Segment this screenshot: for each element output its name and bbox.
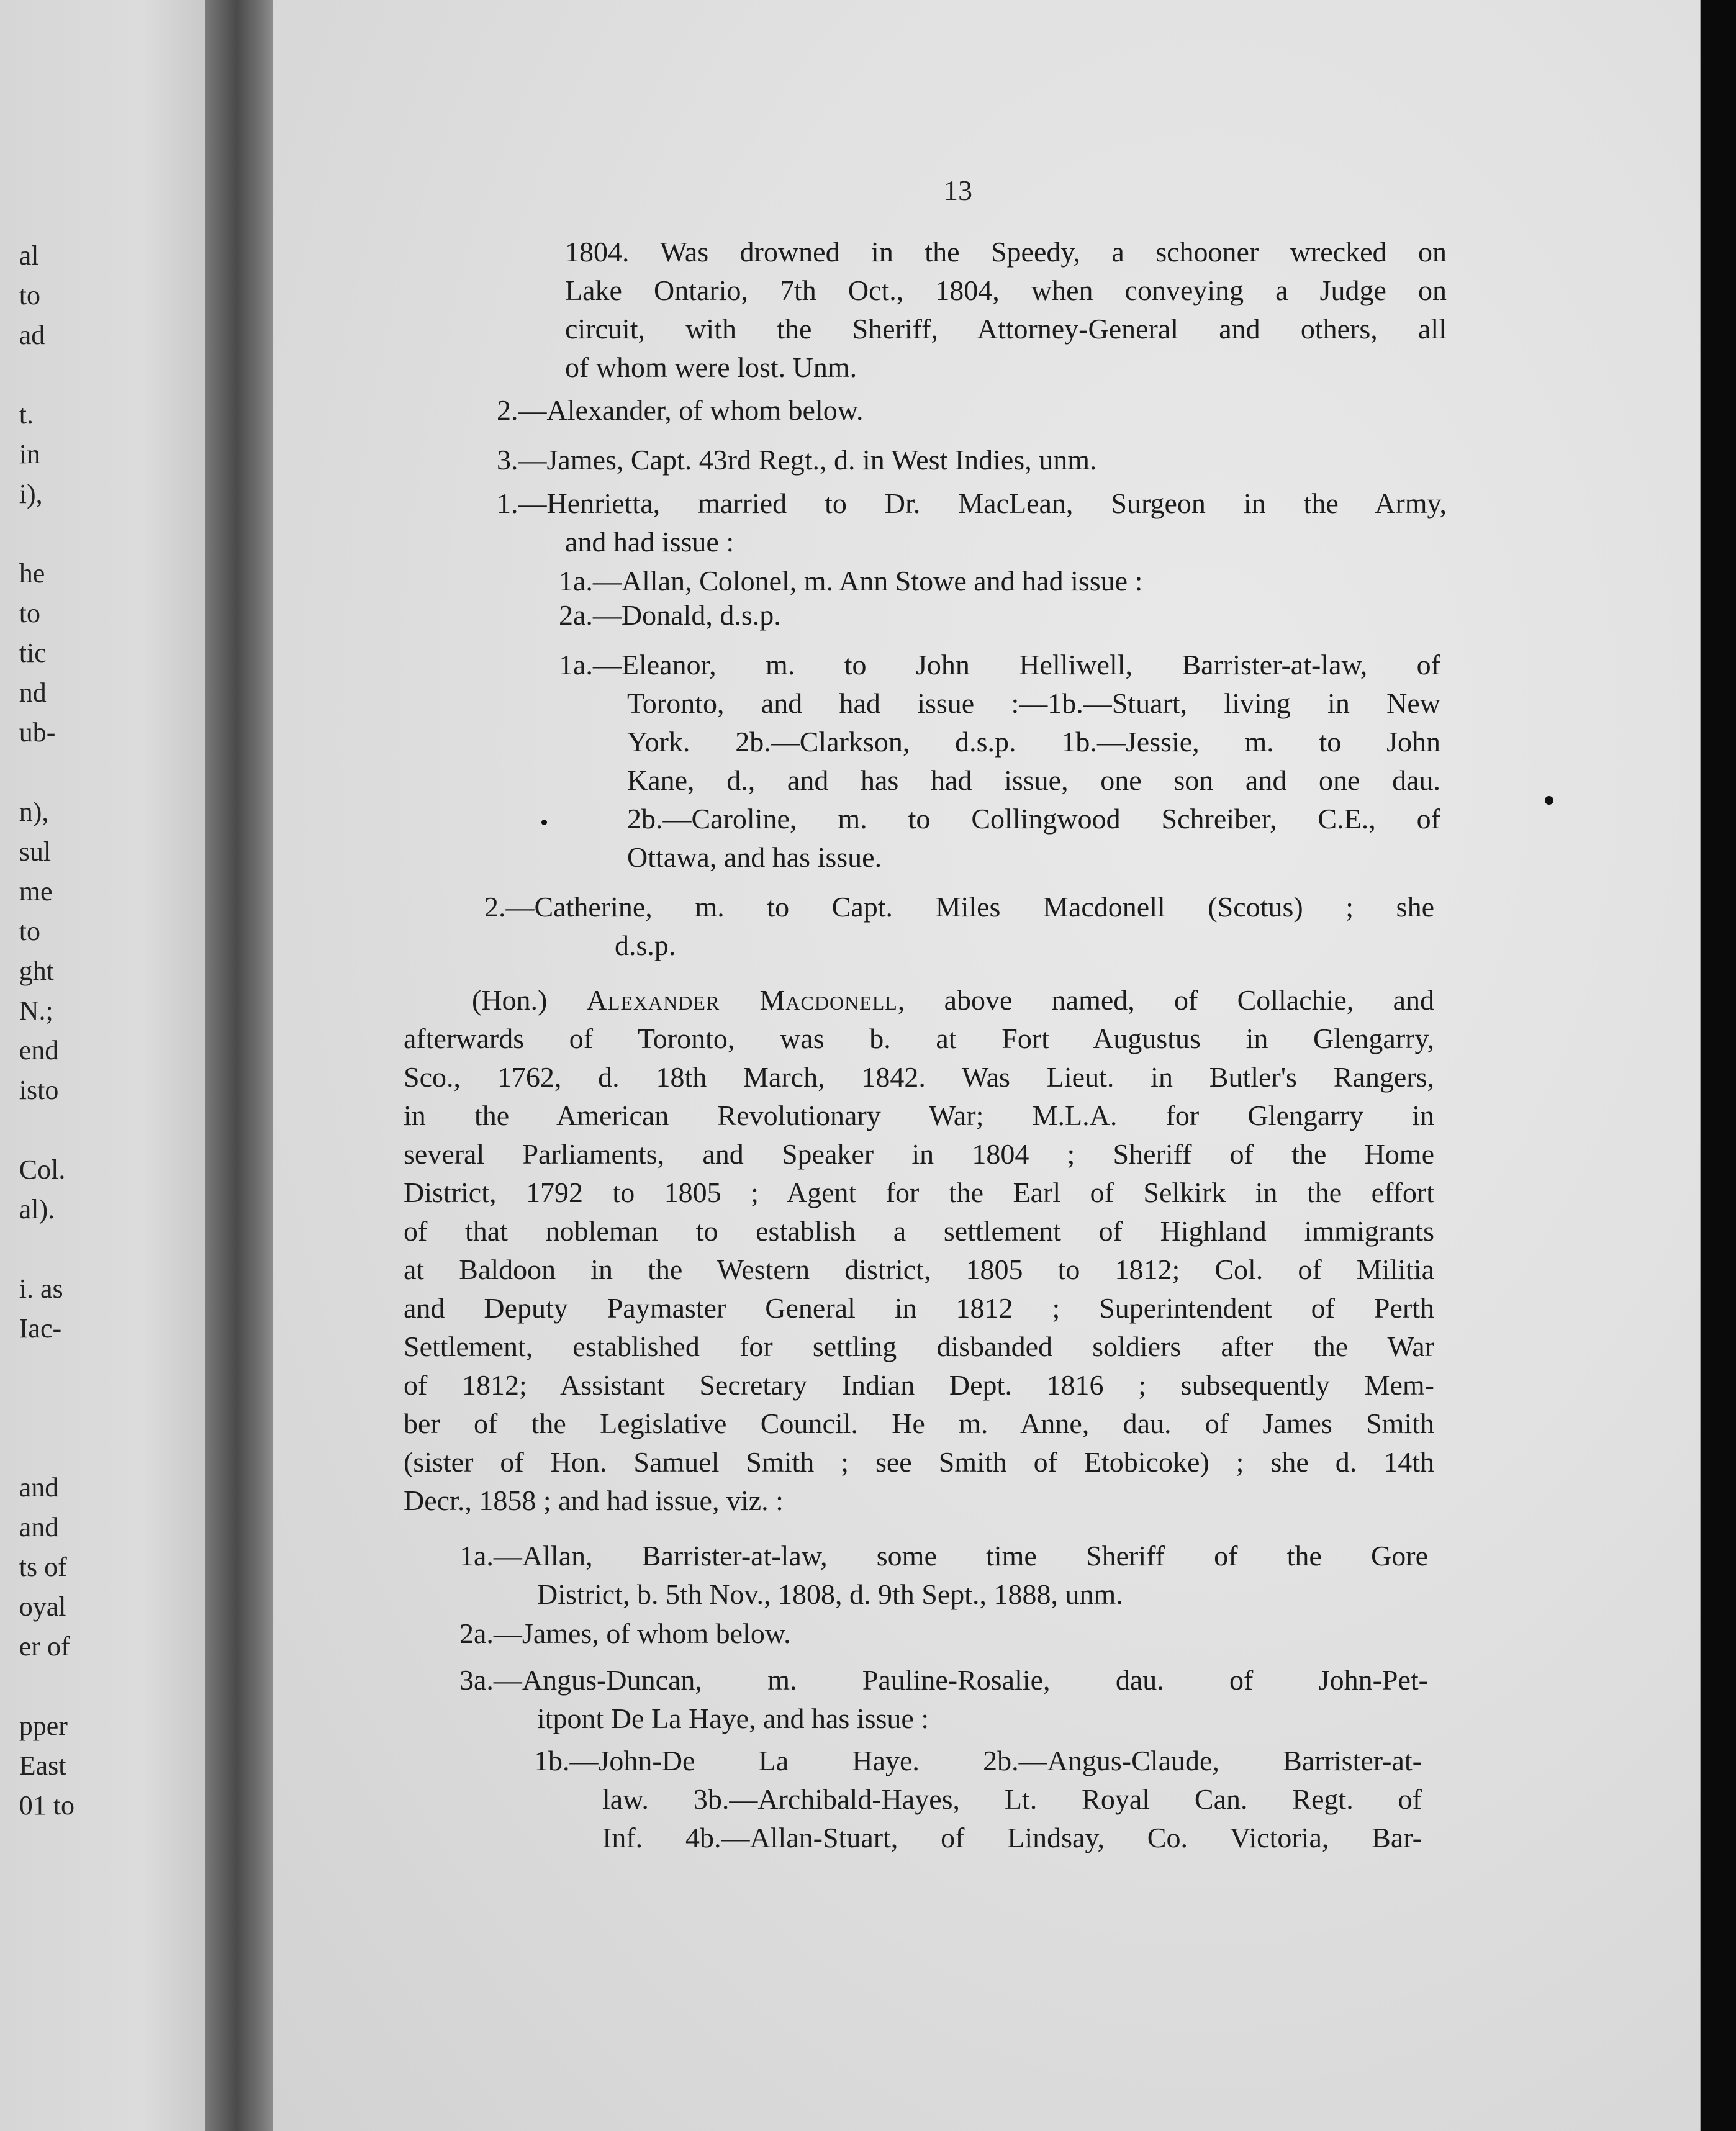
text-line: District, b. 5th Nov., 1808, d. 9th Sept., 1888, unm. xyxy=(537,1578,1123,1610)
fragment-line: end xyxy=(19,1035,59,1066)
fragment-line: t. xyxy=(19,399,34,430)
entry-henrietta xyxy=(497,484,1447,561)
entry-donald xyxy=(559,596,781,635)
text-line: ber of the Legislative Council. He m. Anne, dau. of James Smith xyxy=(404,1408,1434,1439)
page-number: 13 xyxy=(944,174,972,206)
fragment-line xyxy=(19,1110,75,1150)
fragment-line: Iac- xyxy=(19,1313,62,1344)
text-line: Lake Ontario, 7th Oct., 1804, when conveying a Judge on xyxy=(565,274,1447,306)
text-line: of 1812; Assistant Secretary Indian Dept. 1816 ; subsequently Mem- xyxy=(404,1369,1434,1401)
entry-allan-barrister xyxy=(459,1537,1428,1614)
fragment-line: i), xyxy=(19,479,43,509)
text-line: (sister of Hon. Samuel Smith ; see Smith of Etobicoke) ; she d. 14th xyxy=(404,1446,1434,1478)
text-line: several Parliaments, and Speaker in 1804 ; Sheriff of the Home xyxy=(404,1138,1434,1170)
text-line: Inf. 4b.—Allan-Stuart, of Lindsay, Co. Victoria, Bar- xyxy=(602,1822,1422,1853)
fragment-line: to xyxy=(19,598,40,628)
fragment-line: ght xyxy=(19,956,54,986)
left-page-text-fragments xyxy=(19,236,75,1826)
text-line: District, 1792 to 1805 ; Agent for the Earl of Selkirk in the effort xyxy=(404,1177,1434,1208)
fragment-line xyxy=(19,355,75,395)
text-line: 2a.—James, of whom below. xyxy=(459,1617,791,1649)
fragment-line xyxy=(19,1388,75,1428)
fragment-line xyxy=(19,1428,75,1468)
entry-eleanor xyxy=(559,646,1440,877)
entry-continuation-1804 xyxy=(565,233,1447,387)
text-line: Decr., 1858 ; and had issue, viz. : xyxy=(404,1485,784,1516)
fragment-line: n), xyxy=(19,797,49,827)
text-line xyxy=(404,981,1434,1020)
fragment-line: N.; xyxy=(19,995,53,1026)
text-line: 1804. Was drowned in the Speedy, a schooner wrecked on xyxy=(565,236,1447,268)
fragment-line: er of xyxy=(19,1631,70,1662)
text-line: 1a.—Allan, Barrister-at-law, some time Sheriff of the Gore xyxy=(459,1540,1428,1572)
fragment-line: Col. xyxy=(19,1154,66,1185)
person-name: Alexander Macdonell xyxy=(586,984,898,1016)
fragment-line: 01 to xyxy=(19,1790,75,1821)
entry-catherine xyxy=(484,888,1434,965)
text-line: Settlement, established for settling disbanded soldiers after the War xyxy=(404,1331,1434,1362)
text-line: and had issue : xyxy=(565,526,735,558)
fragment-line: me xyxy=(19,876,53,907)
fragment-line: ub- xyxy=(19,717,56,748)
fragment-line: and xyxy=(19,1512,59,1542)
text-line: 2.—Alexander, of whom below. xyxy=(497,394,864,426)
text-line: 3a.—Angus-Duncan, m. Pauline-Rosalie, dau. of John-Pet- xyxy=(459,1664,1428,1696)
honorific: (Hon.) xyxy=(472,984,587,1016)
text-line: 2b.—Caroline, m. to Collingwood Schreiber, C.E., of xyxy=(627,803,1440,835)
fragment-line xyxy=(19,1349,75,1388)
fragment-line: sul xyxy=(19,836,52,867)
entry-hon-alexander-macdonell xyxy=(404,981,1434,1520)
text-line: 2.—Catherine, m. to Capt. Miles Macdonell (Scotus) ; she xyxy=(484,891,1434,923)
text-line: at Baldoon in the Western district, 1805 to 1812; Col. of Militia xyxy=(404,1254,1434,1285)
fragment-line xyxy=(19,753,75,792)
scan-speck xyxy=(541,820,547,825)
fragment-line: in xyxy=(19,439,40,469)
fragment-line: nd xyxy=(19,677,47,708)
entry-james xyxy=(497,441,1096,479)
text-line: 1a.—Allan, Colonel, m. Ann Stowe and had issue : xyxy=(559,565,1143,597)
fragment-line: i. as xyxy=(19,1274,63,1304)
text-run: , above named, of Collachie, and xyxy=(897,984,1435,1016)
fragment-line: and xyxy=(19,1472,59,1503)
text-line: Ottawa, and has issue. xyxy=(627,841,882,873)
fragment-line: East xyxy=(19,1750,66,1781)
entry-allan-colonel xyxy=(559,562,1142,600)
fragment-line: pper xyxy=(19,1711,68,1741)
fragment-line: oyal xyxy=(19,1591,66,1622)
fragment-line: ts of xyxy=(19,1552,67,1582)
fragment-line: ad xyxy=(19,320,45,350)
entry-alexander xyxy=(497,391,863,430)
fragment-line xyxy=(19,1667,75,1706)
text-line: of whom were lost. Unm. xyxy=(565,351,857,383)
text-line: 1.—Henrietta, married to Dr. MacLean, Surgeon in the Army, xyxy=(497,487,1447,519)
text-line: 3.—James, Capt. 43rd Regt., d. in West Indies, unm. xyxy=(497,444,1097,476)
text-line: 1b.—John-De La Haye. 2b.—Angus-Claude, Barrister-at- xyxy=(534,1745,1422,1776)
fragment-line: al). xyxy=(19,1194,55,1224)
text-line: d.s.p. xyxy=(615,930,676,961)
text-line: Kane, d., and has had issue, one son and one dau. xyxy=(627,764,1440,796)
text-line: 1a.—Eleanor, m. to John Helliwell, Barrister-at-law, of xyxy=(559,649,1440,681)
text-line: circuit, with the Sheriff, Attorney-General and others, all xyxy=(565,313,1447,345)
fragment-line: he xyxy=(19,558,45,589)
text-line: and Deputy Paymaster General in 1812 ; Superintendent of Perth xyxy=(404,1292,1434,1324)
text-line: Sco., 1762, d. 18th March, 1842. Was Lieut. in Butler's Rangers, xyxy=(404,1061,1434,1093)
fragment-line xyxy=(19,514,75,554)
scan-speck xyxy=(1545,796,1553,805)
text-line: itpont De La Haye, and has issue : xyxy=(537,1703,929,1734)
fragment-line: isto xyxy=(19,1075,59,1105)
fragment-line: al xyxy=(19,240,39,271)
entry-james-below xyxy=(459,1614,791,1653)
text-line: of that nobleman to establish a settlement of Highland immigrants xyxy=(404,1215,1434,1247)
scan-black-border xyxy=(1701,0,1736,2131)
text-line: York. 2b.—Clarkson, d.s.p. 1b.—Jessie, m. to John xyxy=(627,726,1440,758)
text-line: Toronto, and had issue :—1b.—Stuart, living in New xyxy=(627,687,1440,719)
entry-angus-duncan xyxy=(459,1661,1428,1738)
text-line: 2a.—Donald, d.s.p. xyxy=(559,599,781,631)
fragment-line: tic xyxy=(19,638,47,668)
text-line: in the American Revolutionary War; M.L.A. for Glengarry in xyxy=(404,1100,1434,1131)
fragment-line: to xyxy=(19,916,40,946)
text-line: law. 3b.—Archibald-Hayes, Lt. Royal Can. Regt. of xyxy=(602,1783,1422,1815)
text-line: afterwards of Toronto, was b. at Fort Augustus in Glengarry, xyxy=(404,1023,1434,1054)
entry-john-de-la-haye xyxy=(534,1742,1422,1857)
fragment-line: to xyxy=(19,280,40,310)
fragment-line xyxy=(19,1229,75,1269)
